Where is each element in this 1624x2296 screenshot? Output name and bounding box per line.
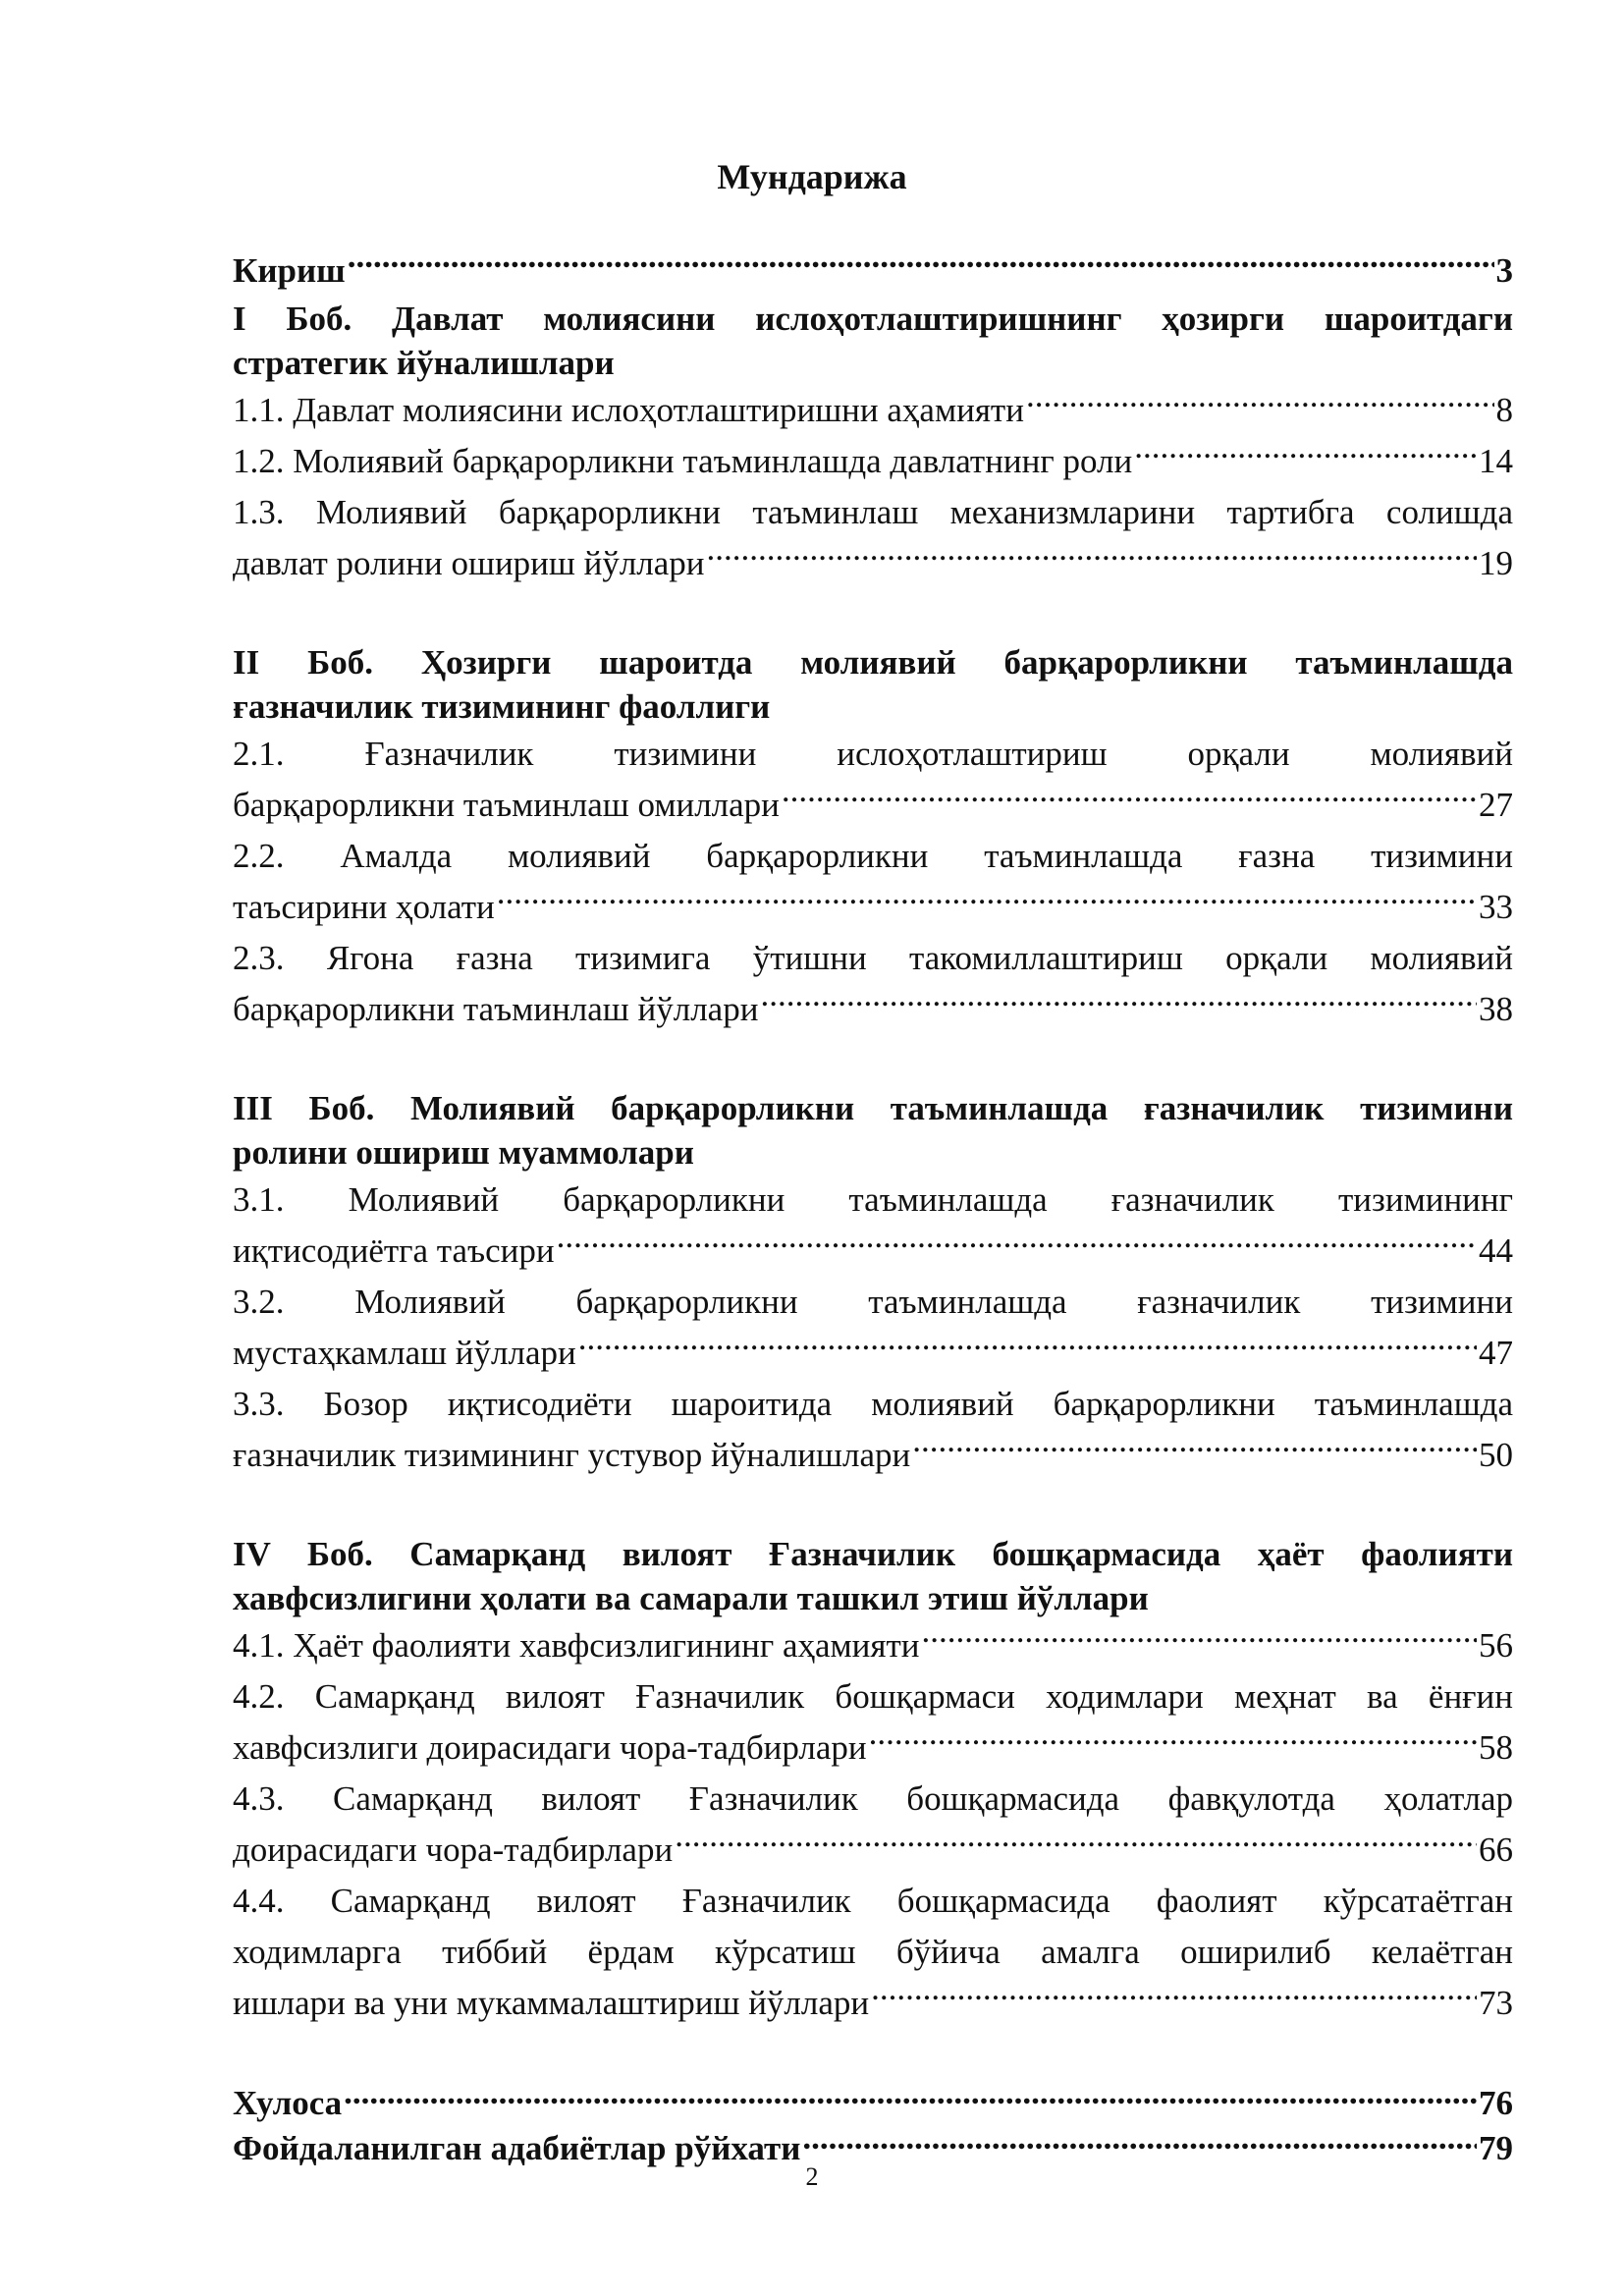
toc-entry-text: Фойдаланилган адабиётлар рўйхати [233, 2129, 801, 2167]
chapter-heading-line[interactable]: II Боб. Ҳозирги шароитда молиявий барқарорликни таъминлашда [233, 643, 1513, 682]
spacer [233, 2029, 1513, 2080]
toc-entry-text: 1.1. Давлат молиясини ислоҳотлаштиришни аҳамияти [233, 391, 1024, 429]
spacer [233, 1481, 1513, 1532]
toc-entry-last-line [233, 1430, 1513, 1481]
dot-leader [912, 1432, 1477, 1466]
toc-entry-last-line [233, 1825, 1513, 1876]
toc-page-number: 19 [1479, 544, 1513, 582]
toc-entry-last-line [233, 1722, 1513, 1774]
page-number: 2 [805, 2162, 819, 2191]
toc-entry-text: таъсирини ҳолати [233, 888, 495, 926]
dot-leader [871, 1980, 1477, 2014]
chapter-heading-line[interactable]: ғазначилик тизимининг фаоллиги [233, 687, 771, 726]
chapter-heading-line[interactable]: ролини ошириш муаммолари [233, 1133, 694, 1172]
toc-entry-text: 2.2. Амалда молиявий барқарорликни таъминлашда ғазна тизимини [233, 837, 1513, 875]
toc-page-number: 58 [1479, 1728, 1513, 1767]
toc-entry-text: 4.3. Самарқанд вилоят Ғазначилик бошқармасида фавқулотда ҳолатлар [233, 1779, 1513, 1818]
chapter-heading-line[interactable]: хавфсизлигини ҳолати ва самарали ташкил этиш йўллари [233, 1579, 1149, 1617]
toc-title: Мундарижа [717, 157, 907, 196]
dot-leader [578, 1330, 1477, 1364]
toc-page-number: 3 [1495, 251, 1513, 290]
toc-entry-last-line [233, 984, 1513, 1035]
toc-entry-intro[interactable] [233, 246, 1513, 297]
toc-entry-last-line [233, 1226, 1513, 1277]
dot-leader [1134, 438, 1477, 472]
toc-entry-text: доирасидаги чора-тадбирлари [233, 1831, 674, 1869]
toc-entry-last-line [233, 882, 1513, 933]
dot-leader [707, 540, 1477, 574]
toc-entry-text: ишлари ва уни мукаммалаштириш йўллари [233, 1984, 870, 2022]
toc-entry-conclusion[interactable] [233, 2080, 1513, 2125]
toc-entry-last-line [233, 538, 1513, 589]
toc-page-number: 44 [1479, 1231, 1513, 1270]
dot-leader [760, 986, 1477, 1020]
toc-chapter-2 [233, 640, 1513, 1035]
toc-entry-section[interactable] [233, 831, 1513, 933]
toc-entry-section[interactable] [233, 436, 1513, 487]
toc-page-number: 56 [1479, 1626, 1513, 1665]
toc-entry-text: 1.3. Молиявий барқарорликни таъминлаш механизмларини тартибга солишда [233, 493, 1513, 531]
toc-page-number: 8 [1495, 391, 1513, 429]
toc-entry-section[interactable] [233, 1379, 1513, 1481]
toc-page-number: 14 [1479, 442, 1513, 480]
toc-entry-text: ғазначилик тизимининг устувор йўналишлари [233, 1436, 911, 1474]
toc-page-number: 50 [1479, 1436, 1513, 1474]
toc-entry-section[interactable] [233, 729, 1513, 831]
toc-entry-text: мустаҳкамлаш йўллари [233, 1334, 576, 1372]
chapter-heading-line[interactable]: IV Боб. Самарқанд вилоят Ғазначилик бошқармасида ҳаёт фаолияти [233, 1535, 1513, 1573]
toc-page-number: 66 [1479, 1831, 1513, 1869]
toc-entry-last-line [233, 780, 1513, 831]
toc-entry-text: 1.2. Молиявий барқарорликни таъминлашда давлатнинг роли [233, 442, 1133, 480]
toc-entry-text: ходимларга тиббий ёрдам кўрсатиш бўйича амалга оширилиб келаётган [233, 1933, 1513, 1971]
spacer [233, 1035, 1513, 1086]
dot-leader [922, 1622, 1477, 1657]
table-of-contents [233, 246, 1513, 2170]
toc-page-number: 79 [1479, 2129, 1513, 2167]
chapter-heading-line[interactable]: I Боб. Давлат молиясини ислоҳотлаштиришнинг ҳозирги шароитдаги [233, 300, 1513, 338]
toc-entry-last-line [233, 1328, 1513, 1379]
dot-leader [344, 2080, 1477, 2114]
toc-entry-text: 3.2. Молиявий барқарорликни таъминлашда ғазначилик тизимини [233, 1283, 1513, 1321]
toc-entry-text: 3.3. Бозор иқтисодиёти шароитида молиявий барқарорликни таъминлашда [233, 1385, 1513, 1423]
toc-entry-text: 3.1. Молиявий барқарорликни таъминлашда ғазначилик тизимининг [233, 1180, 1513, 1219]
toc-page-number: 76 [1479, 2084, 1513, 2122]
dot-leader [557, 1228, 1477, 1262]
toc-entry-text: Кириш [233, 251, 346, 290]
toc-entry-text: 2.3. Ягона ғазна тизимига ўтишни такомиллаштириш орқали молиявий [233, 939, 1513, 977]
toc-page-number: 33 [1479, 888, 1513, 926]
chapter-heading-line[interactable]: стратегик йўналишлари [233, 344, 615, 382]
toc-page-number: 38 [1479, 990, 1513, 1028]
toc-page-number: 47 [1479, 1334, 1513, 1372]
toc-page-number: 73 [1479, 1984, 1513, 2022]
toc-entry-section[interactable] [233, 385, 1513, 436]
toc-entry-section[interactable] [233, 1175, 1513, 1277]
toc-entry-text: барқарорликни таъминлаш йўллари [233, 990, 759, 1028]
toc-entry-text: 4.1. Ҳаёт фаолияти хавфсизлигининг аҳамияти [233, 1626, 920, 1665]
toc-entry-section[interactable] [233, 933, 1513, 1035]
toc-entry-text: иқтисодиётга таъсири [233, 1231, 555, 1270]
toc-entry-text: 4.2. Самарқанд вилоят Ғазначилик бошқармаси ходимлари меҳнат ва ёнғин [233, 1677, 1513, 1716]
toc-entry-section[interactable] [233, 1671, 1513, 1774]
dot-leader [675, 1827, 1477, 1861]
toc-entry-last-line [233, 1978, 1513, 2029]
dot-leader [782, 782, 1477, 816]
toc-page-number: 27 [1479, 786, 1513, 824]
toc-entry-text: давлат ролини ошириш йўллари [233, 544, 705, 582]
spacer [233, 589, 1513, 640]
dot-leader [802, 2125, 1477, 2159]
toc-entry-section[interactable] [233, 1620, 1513, 1671]
toc-entry-text: Хулоса [233, 2084, 343, 2122]
toc-entry-text: хавфсизлиги доирасидаги чора-тадбирлари [233, 1728, 867, 1767]
toc-entry-text: барқарорликни таъминлаш омиллари [233, 786, 780, 824]
toc-chapter-1 [233, 297, 1513, 589]
dot-leader [497, 884, 1477, 918]
toc-entry-section[interactable] [233, 1774, 1513, 1876]
dot-leader [869, 1724, 1477, 1759]
chapter-heading-line[interactable]: III Боб. Молиявий барқарорликни таъминлашда ғазначилик тизимини [233, 1089, 1513, 1127]
toc-entry-text: 2.1. Ғазначилик тизимини ислоҳотлаштириш орқали молиявий [233, 735, 1513, 773]
dot-leader [348, 247, 1494, 282]
toc-entry-section[interactable] [233, 1277, 1513, 1379]
toc-chapter-4 [233, 1532, 1513, 2029]
toc-entry-text: 4.4. Самарқанд вилоят Ғазначилик бошқармасида фаолият кўрсатаётган [233, 1882, 1513, 1920]
dot-leader [1026, 387, 1494, 421]
toc-chapter-3 [233, 1086, 1513, 1481]
toc-entry-section[interactable] [233, 487, 1513, 589]
toc-entry-section[interactable] [233, 1876, 1513, 2029]
